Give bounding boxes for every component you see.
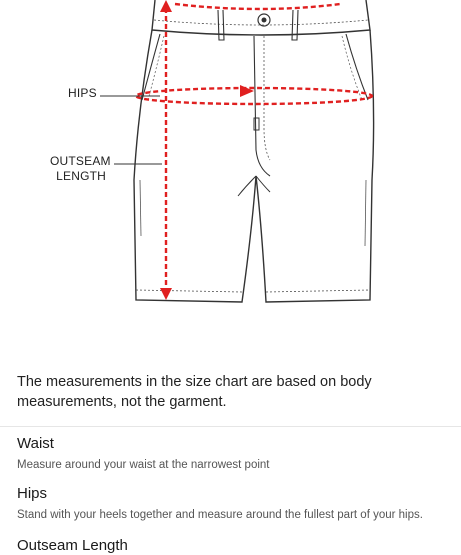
outseam-arrow-top-icon <box>160 0 172 12</box>
hem-right <box>266 290 370 292</box>
outseam-callout-label <box>50 154 111 184</box>
belt-loop-left <box>218 10 224 40</box>
measurement-description: Measure around your waist at the narrowest point <box>17 459 270 471</box>
left-leg-outline <box>134 30 374 302</box>
outseam-arrow-bottom-icon <box>160 288 172 300</box>
hips-arrow-icon <box>240 85 254 97</box>
measurement-title: Outseam Length <box>17 537 128 554</box>
measurement-title: Hips <box>17 485 48 502</box>
hips-callout-label: HIPS <box>68 86 97 100</box>
measurement-title: Waist <box>17 435 54 452</box>
belt-loop-right <box>292 10 298 40</box>
section-divider <box>0 426 461 427</box>
hem-left <box>136 290 242 292</box>
size-chart-note: The measurements in the size chart are based on body measurements, not the garment. <box>17 374 372 410</box>
outseam-callout-line1: OUTSEAM <box>50 154 111 168</box>
measurement-hips <box>17 485 457 523</box>
waistband-stitch <box>154 20 368 25</box>
measurement-waist <box>17 435 457 473</box>
fly-outline <box>254 36 270 176</box>
hips-measure-ellipse <box>136 88 372 104</box>
measurement-description: Stand with your heels together and measure around the fullest part of your hips. <box>17 509 423 521</box>
measurement-outseam <box>17 537 457 555</box>
pocket-left <box>142 34 160 100</box>
waist-measure-line <box>175 4 340 9</box>
outseam-callout-line2: LENGTH <box>56 169 106 183</box>
